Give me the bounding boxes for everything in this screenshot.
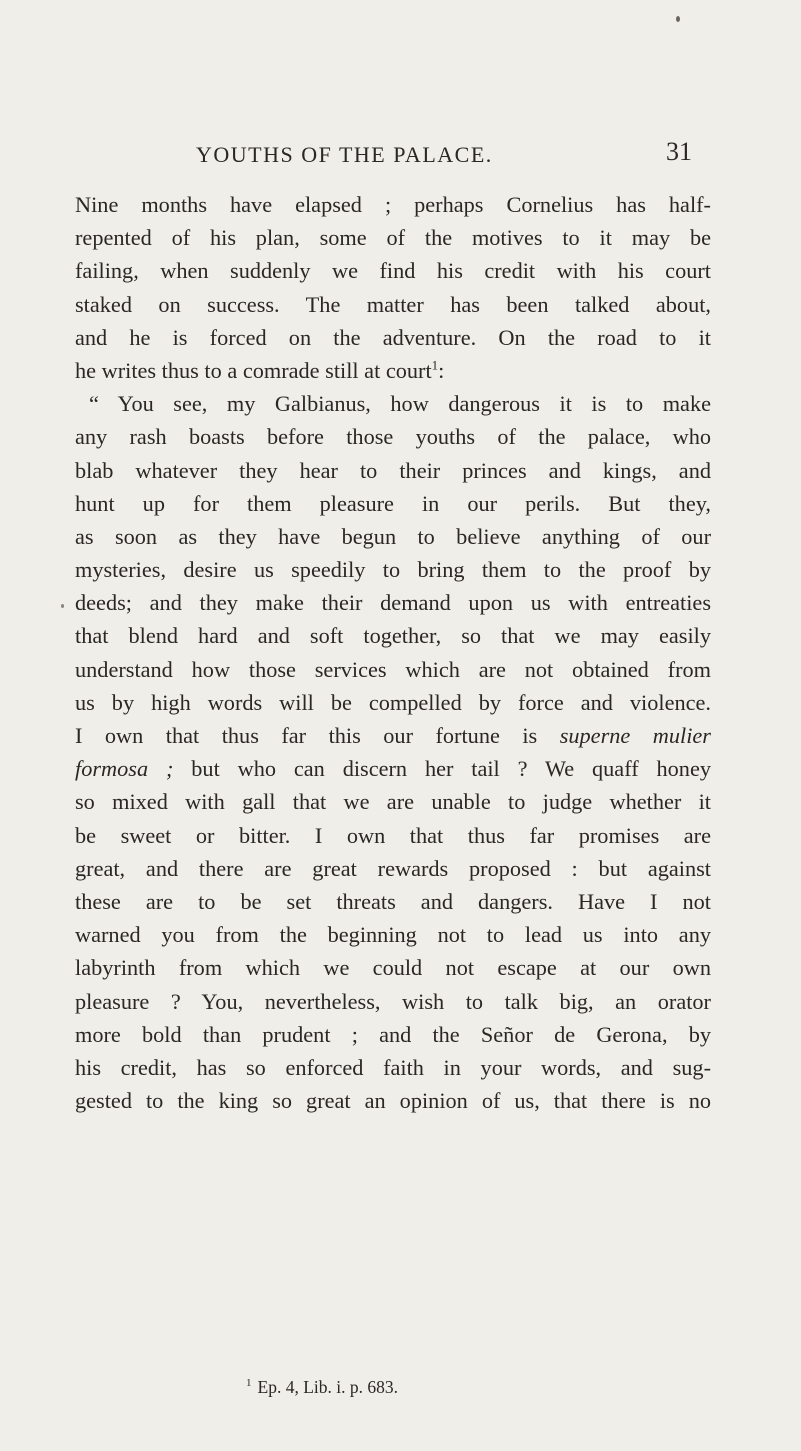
text-line-main: he writes thus to a comrade still at court — [75, 357, 432, 383]
footnote — [246, 1377, 398, 1398]
text-line: more bold than prudent ; and the Señor de Gerona, by — [75, 1021, 711, 1047]
text-line: hunt up for them pleasure in our perils. But they, — [75, 490, 711, 516]
text-line: staked on success. The matter has been talked about, — [75, 291, 711, 317]
text-line-main: I own that thus far this our fortune is — [75, 723, 538, 748]
footnote-marker: 1 — [246, 1377, 252, 1390]
text-line: us by high words will be compelled by force and violence. — [75, 689, 711, 715]
text-line: labyrinth from which we could not escape at our own — [75, 955, 711, 981]
latin-phrase: superne mulier — [559, 723, 711, 748]
text-line-suffix: : — [438, 357, 445, 383]
text-line-main: but who can discern her tail ? We quaff honey — [191, 756, 711, 782]
text-line: repented of his plan, some of the motives to it may be — [75, 225, 711, 251]
text-line: his credit, has so enforced faith in your words, and sug- — [75, 1054, 711, 1080]
ink-speck — [61, 604, 64, 608]
footnote-reference: 1 — [431, 357, 439, 373]
text-line: that blend hard and soft together, so that we may easily — [75, 623, 711, 649]
text-line: gested to the king so great an opinion of us, that there is no — [75, 1088, 711, 1114]
text-line: be sweet or bitter. I own that thus far promises are — [75, 822, 711, 848]
footnote-text: Ep. 4, Lib. i. p. 683. — [257, 1377, 398, 1397]
text-line: warned you from the beginning not to lead us into any — [75, 922, 711, 948]
latin-phrase: formosa ; — [75, 756, 174, 782]
text-line: blab whatever they hear to their princes and kings, and — [75, 457, 711, 483]
ink-speck — [676, 16, 680, 22]
text-line: failing, when suddenly we find his credit with his court — [75, 258, 711, 284]
body-text — [75, 188, 711, 1117]
text-line — [75, 719, 711, 752]
text-line: mysteries, desire us speedily to bring them to the proof by — [75, 557, 711, 583]
text-line: as soon as they have begun to believe anything of our — [75, 523, 711, 549]
text-line: and he is forced on the adventure. On the road to it — [75, 324, 711, 350]
text-line — [75, 752, 711, 785]
text-line: “ You see, my Galbianus, how dangerous it is to make — [89, 391, 711, 417]
text-line: great, and there are great rewards proposed : but against — [75, 855, 711, 881]
text-line: so mixed with gall that we are unable to judge whether it — [75, 789, 711, 815]
text-line: pleasure ? You, nevertheless, wish to talk big, an orator — [75, 988, 711, 1014]
text-line: understand how those services which are not obtained from — [75, 656, 711, 682]
text-line: Nine months have elapsed ; perhaps Cornelius has half- — [75, 192, 711, 217]
running-title: YOUTHS OF THE PALACE. — [196, 142, 493, 167]
text-line — [75, 354, 711, 387]
text-line: these are to be set threats and dangers. Have I not — [75, 888, 711, 914]
text-line: any rash boasts before those youths of the palace, who — [75, 424, 711, 450]
page-number: 31 — [666, 137, 692, 166]
text-line: deeds; and they make their demand upon us with entreaties — [75, 590, 711, 616]
